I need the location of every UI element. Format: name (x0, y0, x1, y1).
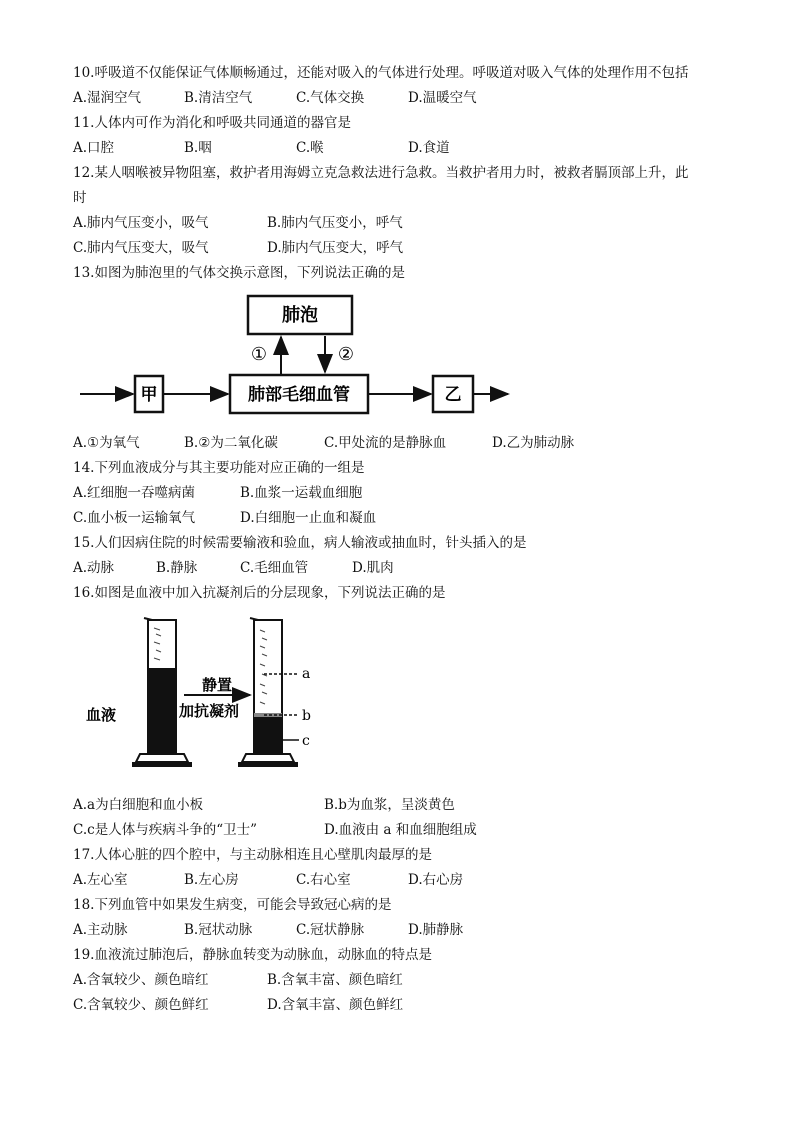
q13-stem: 13.如图为肺泡里的气体交换示意图，下列说法正确的是 (73, 265, 405, 281)
alveolus-label: 肺泡 (282, 305, 318, 326)
q11-option-c: C.喉 (296, 140, 324, 156)
q14-option-d: D.白细胞一止血和凝血 (240, 510, 377, 526)
q12-option-a: A.肺内气压变小，吸气 (73, 215, 209, 231)
right-cylinder (238, 618, 298, 767)
q10-option-c: C.气体交换 (296, 90, 365, 106)
q16-option-b: B.b为血浆，呈淡黄色 (324, 797, 455, 813)
q16-option-c: C.c是人体与疾病斗争的“卫士” (73, 822, 258, 838)
q17-option-c: C.右心室 (296, 872, 351, 888)
q19-option-c: C.含氧较少、颜色鲜红 (73, 997, 209, 1013)
q18-stem: 18.下列血管中如果发生病变，可能会导致冠心病的是 (73, 897, 392, 913)
q13-option-c: C.甲处流的是静脉血 (324, 435, 447, 451)
q11-option-b: B.咽 (184, 140, 212, 156)
q15-stem: 15.人们因病住院的时候需要输液和验血，病人输液或抽血时，针头插入的是 (73, 535, 527, 551)
arrow-top-label: 静置 (201, 676, 233, 694)
q14-option-c: C.血小板一运输氧气 (73, 510, 196, 526)
q15-option-b: B.静脉 (156, 560, 198, 576)
q17-option-a: A.左心室 (73, 872, 128, 888)
capillary-label: 肺部毛细血管 (248, 385, 350, 405)
q10-option-d: D.温暖空气 (408, 90, 477, 106)
arrow-bottom-label: 加抗凝剂 (179, 702, 240, 720)
q13-option-d: D.乙为肺动脉 (492, 435, 575, 451)
q19-stem: 19.血液流过肺泡后，静脉血转变为动脉血，动脉血的特点是 (73, 947, 432, 963)
q14-option-a: A.红细胞一吞噬病菌 (73, 485, 196, 501)
q15-option-d: D.肌肉 (352, 560, 394, 576)
q12-option-c: C.肺内气压变大，吸气 (73, 240, 209, 256)
q10-option-b: B.清洁空气 (184, 90, 253, 106)
q12-option-d: D.肺内气压变大，呼气 (267, 240, 404, 256)
q18-option-a: A.主动脉 (73, 922, 128, 938)
q19-option-d: D.含氧丰富、颜色鲜红 (267, 997, 404, 1013)
blood-layering-diagram (84, 612, 334, 774)
q19-option-b: B.含氧丰富、颜色暗红 (267, 972, 403, 988)
mark-2: ② (337, 344, 355, 365)
q11-option-a: A.口腔 (73, 140, 115, 156)
q12-stem-line1: 12.某人咽喉被异物阻塞，救护者用海姆立克急救法进行急救。当救护者用力时，被救者膈顶部上升，此 (73, 165, 689, 181)
q11-option-d: D.食道 (408, 140, 450, 156)
label-c: c (302, 733, 310, 749)
label-a: a (302, 666, 311, 682)
alveolar-gas-exchange-diagram (78, 288, 518, 420)
q15-option-a: A.动脉 (73, 560, 115, 576)
q17-stem: 17.人体心脏的四个腔中，与主动脉相连且心壁肌肉最厚的是 (73, 847, 432, 863)
q17-option-b: B.左心房 (184, 872, 239, 888)
q13-option-b: B.②为二氧化碳 (184, 435, 278, 451)
yi-label: 乙 (444, 385, 462, 405)
q11-stem: 11.人体内可作为消化和呼吸共同通道的器官是 (73, 115, 351, 131)
label-b: b (302, 708, 311, 724)
blood-label: 血液 (86, 706, 117, 724)
q18-option-c: C.冠状静脉 (296, 922, 365, 938)
q18-option-d: D.肺静脉 (408, 922, 464, 938)
q16-stem: 16.如图是血液中加入抗凝剂后的分层现象，下列说法正确的是 (73, 585, 446, 601)
q12-option-b: B.肺内气压变小，呼气 (267, 215, 403, 231)
q10-stem: 10.呼吸道不仅能保证气体顺畅通过，还能对吸入的气体进行处理。呼吸道对吸入气体的处理作用不包括 (73, 65, 689, 81)
mark-1: ① (250, 344, 268, 365)
q13-option-a: A.①为氧气 (73, 435, 140, 451)
q10-option-a: A.湿润空气 (73, 90, 142, 106)
q19-option-a: A.含氧较少、颜色暗红 (73, 972, 209, 988)
q18-option-b: B.冠状动脉 (184, 922, 253, 938)
q14-option-b: B.血浆一运载血细胞 (240, 485, 363, 501)
left-cylinder (132, 618, 192, 767)
q14-stem: 14.下列血液成分与其主要功能对应正确的一组是 (73, 460, 365, 476)
q17-option-d: D.右心房 (408, 872, 464, 888)
q16-option-d: D.血液由 a 和血细胞组成 (324, 822, 477, 838)
jia-label: 甲 (140, 385, 158, 405)
q16-option-a: A.a为白细胞和血小板 (73, 797, 204, 813)
q12-stem-line2: 时 (73, 190, 87, 206)
q15-option-c: C.毛细血管 (240, 560, 309, 576)
